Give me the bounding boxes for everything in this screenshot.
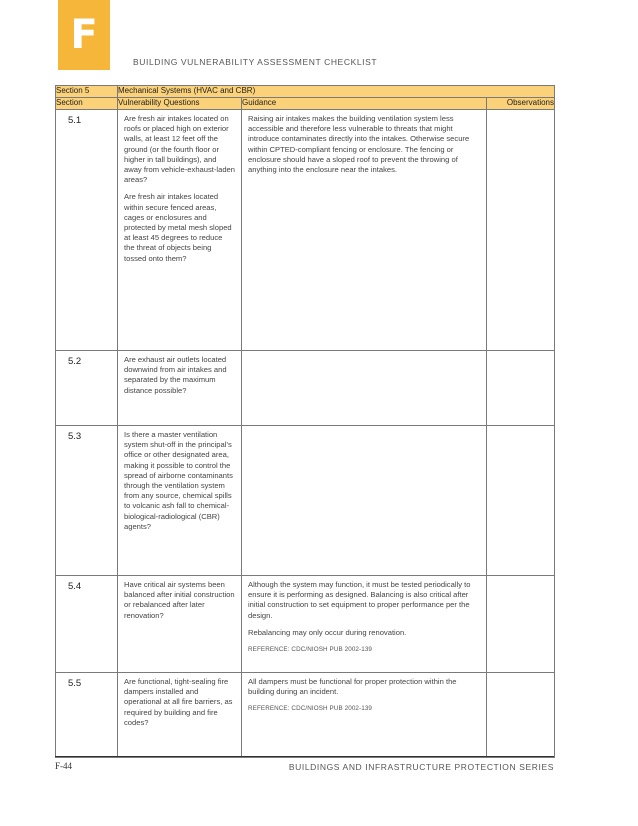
column-header-section: Section [56, 98, 118, 110]
question-text: Is there a master ventilation system shut-off in the principal’s office or other designated area, making it possible to control the spread of airborne contaminants through the ventilation system from any source, chemical spills to volcanic ash fall to chemical-biological-radiological (CBR) agents? [124, 430, 233, 531]
row-section-number: 5.2 [56, 351, 118, 426]
row-questions [118, 673, 242, 758]
page-number: F-44 [55, 761, 73, 771]
row-section-number: 5.1 [56, 110, 118, 351]
question-text: Are exhaust air outlets located downwind from air intakes and separated by the maximum distance possible? [124, 355, 227, 395]
guidance-text: Rebalancing may only occur during renovation. [248, 627, 407, 637]
guidance-text: Although the system may function, it must be tested periodically to ensure it is performing as designed. Balancing is also critical after initial construction to set equipment to proper performance per the design. [248, 580, 471, 620]
table-row [56, 351, 555, 426]
page-header-title: BUILDING VULNERABILITY ASSESSMENT CHECKLIST [133, 57, 378, 67]
column-header-observations: Observations [487, 98, 555, 110]
section-label: Section 5 [56, 86, 118, 98]
row-section-number: 5.5 [56, 673, 118, 758]
checklist-table [55, 85, 555, 758]
row-observations [487, 110, 555, 351]
question-text: Are fresh air intakes located on roofs or placed high on exterior walls, at least 12 feet off the ground (or the fourth floor or higher in tall buildings), and away from vehicle-exhaust-laden areas? [124, 114, 236, 185]
row-observations [487, 426, 555, 576]
appendix-badge: F [58, 0, 110, 70]
reference-text: REFERENCE: CDC/NIOSH PUB 2002-139 [248, 705, 373, 713]
table-row [56, 673, 555, 758]
row-guidance [242, 426, 487, 576]
row-section-number: 5.4 [56, 576, 118, 673]
reference-text: REFERENCE: CDC/NIOSH PUB 2002-139 [248, 646, 373, 654]
row-questions [118, 351, 242, 426]
table-row [56, 576, 555, 673]
guidance-text: Raising air intakes makes the building ventilation system less accessible and therefore less vulnerable to threats that might introduce contaminates directly into the intakes. Otherwise secure within CPTED-compliant fencing or enclosure. The fencing or enclosure should have a sloped roof to prevent the throwing of anything into the enclosure near the intakes. [248, 114, 470, 175]
question-text: Have critical air systems been balanced after initial construction or rebalanced after later renovation? [124, 580, 235, 620]
row-observations [487, 351, 555, 426]
table-row [56, 110, 555, 351]
column-header-row [56, 98, 555, 110]
column-header-guidance: Guidance [242, 98, 487, 110]
table-row [56, 426, 555, 576]
row-observations [487, 673, 555, 758]
row-guidance [242, 110, 487, 351]
question-text: Are fresh air intakes located within secure fenced areas, cages or enclosures and protected by metal mesh sloped at least 45 degrees to reduce the threat of objects being tossed onto them? [124, 192, 232, 263]
column-header-questions: Vulnerability Questions [118, 98, 242, 110]
row-questions [118, 576, 242, 673]
row-section-number: 5.3 [56, 426, 118, 576]
question-text: Are functional, tight-sealing fire dampers installed and operational at all fire barriers, as required by building and fire codes? [124, 677, 233, 727]
series-title: BUILDINGS AND INFRASTRUCTURE PROTECTION SERIES [288, 762, 554, 772]
row-questions [118, 426, 242, 576]
guidance-text: All dampers must be functional for proper protection within the building during an incident. [248, 677, 457, 697]
row-guidance [242, 673, 487, 758]
row-guidance [242, 576, 487, 673]
row-guidance [242, 351, 487, 426]
section-title-row [56, 86, 555, 98]
footer-divider [55, 756, 554, 757]
row-observations [487, 576, 555, 673]
row-questions [118, 110, 242, 351]
section-title: Mechanical Systems (HVAC and CBR) [118, 86, 555, 98]
